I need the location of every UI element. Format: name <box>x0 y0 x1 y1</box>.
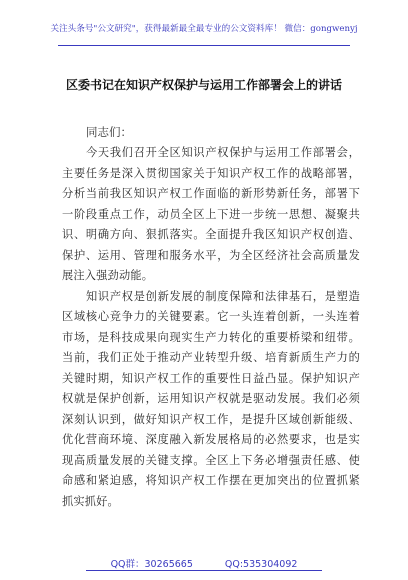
paragraph-line: 当前，我们正处于推动产业转型升级、培育新质生产力的 <box>62 351 360 364</box>
footer-underline <box>86 570 322 571</box>
paragraph-line: 展注入强劲动能。 <box>62 269 154 282</box>
paragraph-line: 知识产权是创新发展的制度保障和法律基石，是塑造 <box>86 289 360 303</box>
footer-contact <box>0 556 408 570</box>
greeting: 同志们： <box>86 125 132 139</box>
paragraph-line: 优化营商环境、深度融入新发展格局的必然要求，也是实 <box>62 433 360 446</box>
document-body <box>62 143 360 512</box>
document-title: 区委书记在知识产权保护与运用工作部署会上的讲话 <box>65 78 342 92</box>
paragraph-line: 识、明确方向、狠抓落实。全面提升我区知识产权创造、 <box>62 228 360 241</box>
paragraph-line: 分析当前我区知识产权工作面临的新形势新任务，部署下 <box>62 187 360 200</box>
paragraph-line: 一阶段重点工作，动员全区上下进一步统一思想、凝聚共 <box>62 207 360 221</box>
paragraph-line: 保护、运用、管理和服务水平，为全区经济社会高质量发 <box>62 248 360 262</box>
paragraph-line: 深刻认识到，做好知识产权工作，是提升区域创新能级、 <box>62 412 360 426</box>
paragraph-line: 现高质量发展的关键支撑。全区上下务必增强责任感、使 <box>62 453 360 467</box>
paragraph-line: 命感和紧迫感，将知识产权工作摆在更加突出的位置抓紧 <box>62 474 360 487</box>
header-note: 关注头条号"公文研究"，获得最新最全最专业的公文资料库！ 微信：gongwenyj <box>50 24 358 34</box>
header-divider <box>58 45 350 46</box>
footer-qq: QQ:535304092 <box>224 559 298 570</box>
paragraph-line: 市场，是科技成果向现实生产力转化的重要桥梁和纽带。 <box>62 330 360 344</box>
paragraph-line: 今天我们召开全区知识产权保护与运用工作部署会， <box>86 146 360 159</box>
paragraph-line: 主要任务是深入贯彻国家关于知识产权工作的战略部署， <box>62 166 360 180</box>
paragraph-line: 区域核心竞争力的关键要素。它一头连着创新，一头连着 <box>62 310 360 323</box>
paragraph-line: 权就是保护创新，运用知识产权就是驱动发展。我们必须 <box>62 392 360 405</box>
paragraph-line: 抓实抓好。 <box>62 494 119 508</box>
paragraph-line: 关键时期，知识产权工作的重要性日益凸显。保护知识产 <box>62 371 360 385</box>
footer-qq-group: QQ群：30265665 <box>110 559 193 570</box>
